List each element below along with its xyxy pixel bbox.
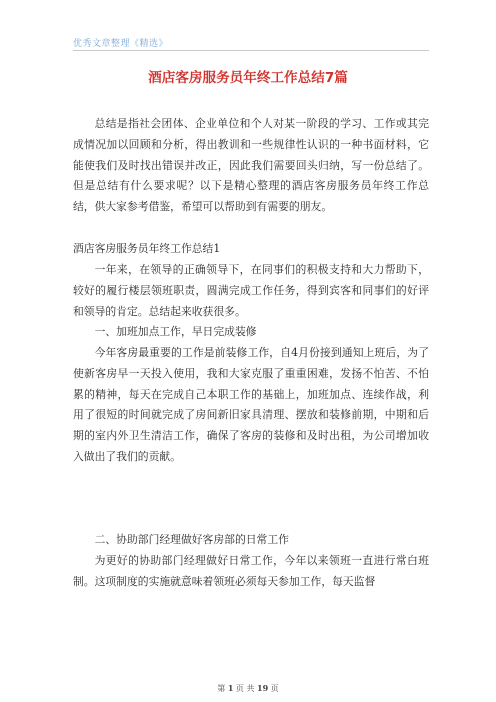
body-paragraph: 为更好的协助部门经理做好日常工作，今年以来领班一直进行常白班制。这项制度的实施就意味着领班必须每天参加工作，每天监督 xyxy=(73,554,429,588)
body-paragraph: 一年来，在领导的正确领导下，在同事们的积极支持和大力帮助下，较好的履行楼层领班职责，圆满完成工作任务，得到宾客和同事们的好评和领导的肯定。总结起来收获很多。 xyxy=(73,263,429,318)
body-paragraph: 今年客房最重要的工作是前装修工作，自4月份接到通知上班后，为了使新客房早一天投入使用，我和大家克服了重重困难，发扬不怕苦、不怕累的精神，每天在完成自己本职工作的基础上，加班加点、连续作战，利用了很短的时间就完成了房间新旧家具清理、摆放和装修前期，中期和后期的室内外卫生清洁工作，确保了客房的装修和及时出租，为公司增加收入做出了我们的贡献。 xyxy=(73,346,429,463)
section-heading: 一、加班加点工作，早日完成装修 xyxy=(94,325,257,338)
page-footer xyxy=(0,683,496,694)
header-divider xyxy=(73,50,429,51)
section-title: 酒店客房服务员年终工作总结1 xyxy=(73,242,221,255)
document-title: 酒店客房服务员年终工作总结7篇 xyxy=(148,70,348,86)
total-pages: 19 xyxy=(257,683,269,693)
footer-suffix: 页 xyxy=(268,684,279,693)
header-note: 优秀文章整理《精选》 xyxy=(73,39,169,49)
section-heading: 二、协助部门经理做好客房部的日常工作 xyxy=(94,533,289,546)
footer-middle: 页 共 xyxy=(233,684,258,693)
intro-paragraph: 总结是指社会团体、企业单位和个人对某一阶段的学习、工作或其完成情况加以回顾和分析，得出教训和一些规律性认识的一种书面材料，它能使我们及时找出错误并改正，因此我们需要回头归纳，写一份总结了。但是总结有什么要求呢？以下是精心整理的酒店客房服务员年终工作总结，供大家参考借鉴，希望可以帮助到有需要的朋友。 xyxy=(73,117,429,214)
footer-prefix: 第 xyxy=(217,684,228,693)
current-page-number: 1 xyxy=(227,683,234,693)
